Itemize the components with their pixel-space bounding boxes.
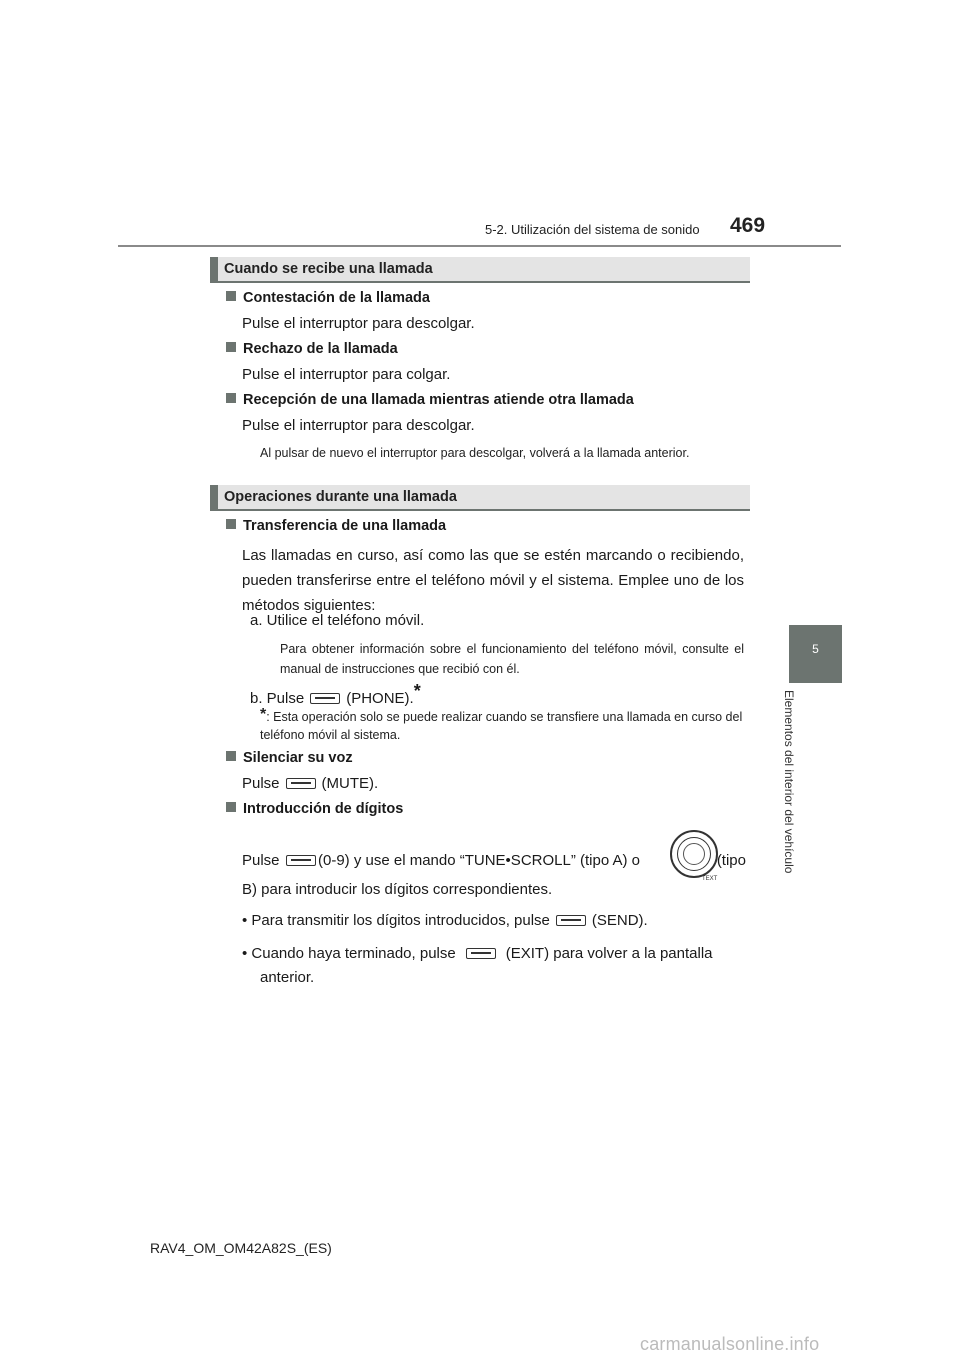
square-bullet-icon [226, 342, 236, 352]
section-title: Cuando se recibe una llamada [224, 261, 433, 277]
document-code: RAV4_OM_OM42A82S_(ES) [150, 1240, 332, 1256]
section-header-incoming-call [210, 257, 750, 283]
heading-mute: Silenciar su voz [226, 750, 353, 766]
text-answer-call: Pulse el interruptor para descolgar. [242, 315, 475, 332]
square-bullet-icon [226, 291, 236, 301]
bullet-exit-line2: anterior. [260, 969, 315, 986]
square-bullet-icon [226, 393, 236, 403]
text-transfer-call: Las llamadas en curso, así como las que se estén marcando o recibiendo, pueden transferirse entre el teléfono móvil y el sistema. Emplee uno de los métodos siguientes: [242, 547, 744, 614]
text-digits-line2: B) para introducir los dígitos correspondientes. [242, 881, 553, 898]
heading-reject-call: Rechazo de la llamada [226, 341, 398, 357]
square-bullet-icon [226, 751, 236, 761]
chapter-title: Elementos del interior del vehículo [782, 690, 796, 874]
mute-button-icon [286, 778, 316, 789]
watermark: carmanualsonline.info [640, 1334, 820, 1354]
text-call-waiting: Pulse el interruptor para descolgar. [242, 417, 475, 434]
text-reject-call: Pulse el interruptor para colgar. [242, 366, 451, 383]
heading-transfer-call: Transferencia de una llamada [226, 518, 446, 534]
bullet-send-digits: • Para transmitir los dígitos introducidos, pulse (SEND). [242, 912, 648, 929]
text-mute: Pulse (MUTE). [242, 775, 379, 792]
chapter-number: 5 [812, 642, 819, 656]
heading-digits: Introducción de dígitos [226, 801, 403, 817]
section-header-during-call [210, 485, 750, 511]
tune-scroll-knob-icon: TEXT [670, 830, 718, 878]
phone-button-icon [310, 693, 340, 704]
heading-call-waiting: Recepción de una llamada mientras atiende otra llamada [226, 392, 634, 408]
section-title: Operaciones durante una llamada [224, 489, 457, 505]
square-bullet-icon [226, 519, 236, 529]
heading-answer-call: Contestación de la llamada [226, 290, 430, 306]
note-call-waiting: Al pulsar de nuevo el interruptor para descolgar, volverá a la llamada anterior. [260, 446, 690, 460]
text-digits-line1: Pulse (0-9) y use el mando “TUNE•SCROLL” (tipo A) o TEXT (tipo [242, 830, 746, 886]
exit-button-icon [466, 948, 496, 959]
header-section-title: 5-2. Utilización del sistema de sonido [485, 222, 700, 237]
option-b: b. Pulse (PHONE).* [250, 681, 421, 707]
page-number: 469 [730, 214, 766, 237]
header-divider [118, 245, 841, 247]
option-a-note: Para obtener información sobre el funcionamiento del teléfono móvil, consulte el manual de instrucciones que recibió con él. [280, 642, 744, 676]
footnote-star: * [413, 681, 421, 701]
option-a: a. Utilice el teléfono móvil. [250, 612, 425, 629]
send-button-icon [556, 915, 586, 926]
footnote-transfer: *: Esta operación solo se puede realizar cuando se transfiere una llamada en curso del teléfono móvil al sistema. [260, 706, 743, 742]
bullet-exit: • Cuando haya terminado, pulse (EXIT) para volver a la pantalla [242, 945, 713, 962]
square-bullet-icon [226, 802, 236, 812]
number-button-icon [286, 855, 316, 866]
chapter-title-vertical [782, 690, 804, 895]
